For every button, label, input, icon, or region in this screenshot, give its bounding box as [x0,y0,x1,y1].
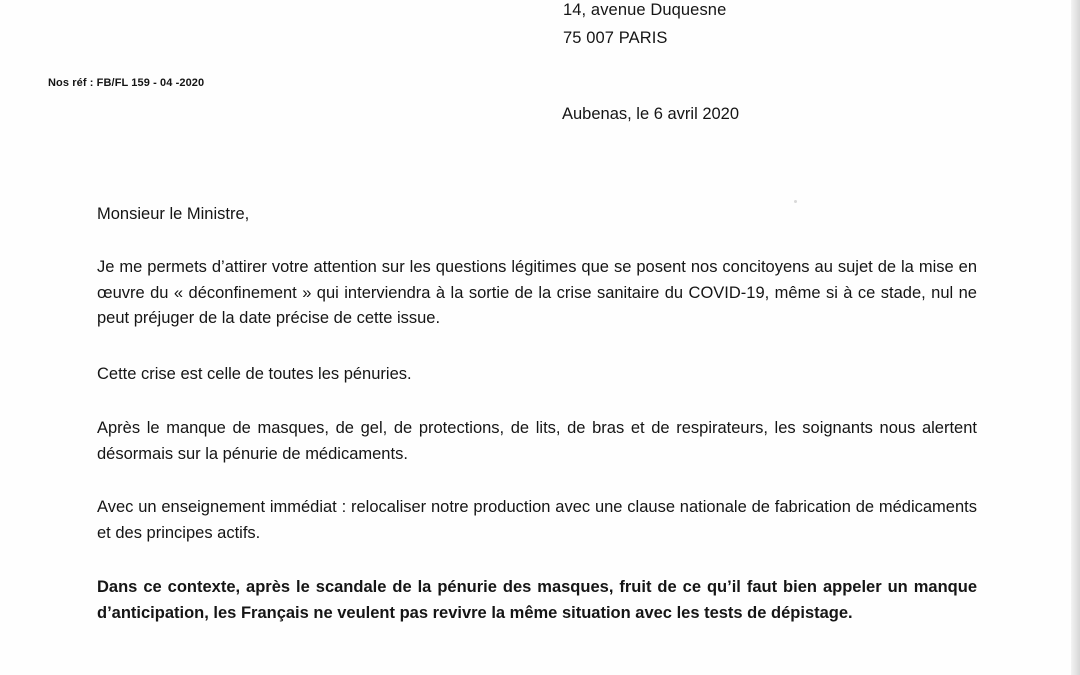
reference-number: Nos réf : FB/FL 159 - 04 -2020 [48,77,205,89]
paragraph-relocation: Avec un enseignement immédiat : relocaliser notre production avec une clause nationale de fabrication de médicaments et des principes actifs. [97,498,977,542]
paragraph-shortages: Après le manque de masques, de gel, de protections, de lits, de bras et de respirateurs, les soignants nous alertent désormais sur la pénurie de médicaments. [97,419,977,463]
recipient-address-street: 14, avenue Duquesne [563,1,727,19]
recipient-address-city: 75 007 PARIS [563,29,668,47]
scan-speck [794,200,797,203]
page-edge-shadow [1071,0,1080,675]
paragraph-testing-bold: Dans ce contexte, après le scandale de la pénurie des masques, fruit de ce qu’il faut bien appeler un manque d’anticipation, les Français ne veulent pas revivre la même situation avec les tests de dépistage. [97,578,977,622]
salutation: Monsieur le Ministre, [97,205,250,223]
paragraph-attention: Je me permets d’attirer votre attention sur les questions légitimes que se posent nos concitoyens au sujet de la mise en œuvre du « déconfinement » qui interviendra à la sortie de la crise sanitaire du COVID-19, même si à ce stade, nul ne peut préjuger de la date précise de cette issue. [97,258,977,327]
paragraph-crisis: Cette crise est celle de toutes les pénuries. [97,365,412,383]
place-and-date: Aubenas, le 6 avril 2020 [562,105,740,123]
